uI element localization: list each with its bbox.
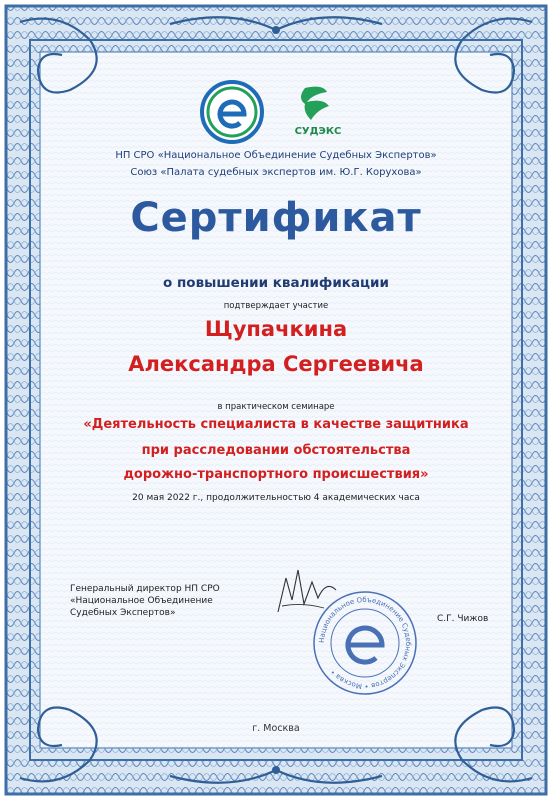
confirms-participation: подтверждает участие <box>223 301 329 311</box>
org-line-1: НП СРО «Национальное Объединение Судебных Экспертов» <box>115 150 437 161</box>
signatory-line-1: Генеральный директор НП СРО <box>70 584 220 594</box>
stamp-text: Национальное Объединение Судебных Экспертов • Москва • <box>317 595 413 691</box>
org-line-2: Союз «Палата судебных экспертов им. Ю.Г. Корухова» <box>130 167 422 178</box>
seminar-topic-line-3: дорожно-транспортного происшествия» <box>123 467 429 482</box>
signatory-line-2: «Национальное Объединение <box>70 596 213 606</box>
signatory-name: С.Г. Чижов <box>437 614 489 624</box>
city: г. Москва <box>252 723 300 734</box>
organization-stamp <box>310 588 420 698</box>
seminar-intro: в практическом семинаре <box>217 402 335 412</box>
seminar-topic-line-2: при расследовании обстоятельства <box>141 443 411 458</box>
sudex-logo-text: СУДЭКС <box>294 126 342 137</box>
recipient-name-line-2: Александра Сергеевича <box>128 352 424 376</box>
signatory-position <box>70 583 220 619</box>
recipient-name-line-1: Щупачкина <box>204 317 348 341</box>
seminar-topic-line-1: «Деятельность специалиста в качестве защитника <box>83 417 469 432</box>
certificate-subtitle: о повышении квалификации <box>163 275 389 291</box>
sudex-logo <box>293 84 347 128</box>
nose-logo <box>200 80 264 144</box>
signatory-line-3: Судебных Экспертов» <box>70 608 176 618</box>
date-duration-line: 20 мая 2022 г., продолжительностью 4 академических часа <box>132 493 420 503</box>
certificate-title: Сертификат <box>130 195 422 241</box>
